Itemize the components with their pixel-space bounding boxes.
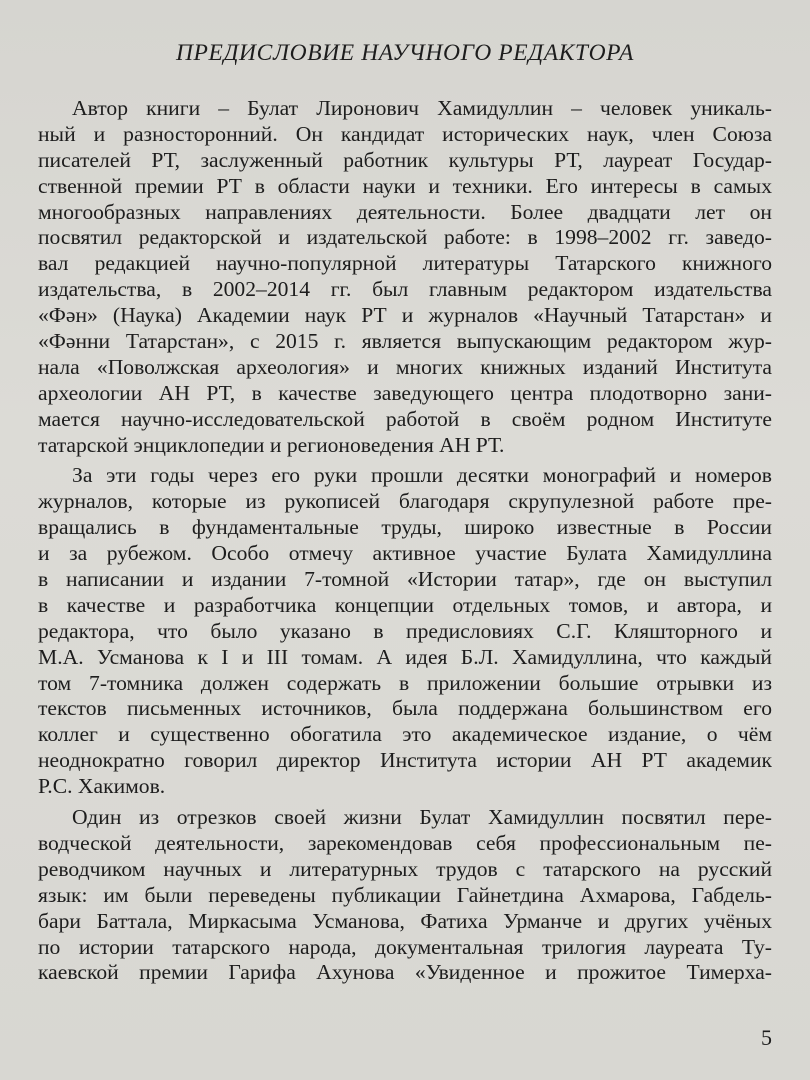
- text-line: Автор книги – Булат Лиронович Хамидуллин – человек уникаль-: [72, 96, 772, 120]
- text-line: неоднократно говорил директор Института истории АН РТ академик: [38, 748, 772, 773]
- text-line: писателей РТ, заслуженный работник культуры РТ, лауреат Государ-: [38, 147, 772, 172]
- text-line: «Фән» (Наука) Академии наук РТ и журналов «Научный Татарстан» и: [38, 303, 772, 328]
- text-line: коллег и существенно обогатила это академическое издание, о чём: [38, 722, 772, 747]
- text-line: бари Баттала, Миркасыма Усманова, Фатиха Урманче и других учёных: [38, 908, 772, 933]
- text-line: вращались в фундаментальные труды, широко известные в России: [38, 515, 772, 540]
- page-title: ПРЕДИСЛОВИЕ НАУЧНОГО РЕДАКТОРА: [175, 40, 634, 66]
- text-line: ственной премии РТ в области науки и техники. Его интересы в самых: [38, 173, 772, 198]
- text-line: том 7-томника должен содержать в приложении большие отрывки из: [38, 670, 772, 695]
- text-line: издательства, в 2002–2014 гг. был главным редактором издательства: [38, 277, 772, 302]
- body-text: [38, 96, 772, 986]
- page-number: 5: [761, 1025, 772, 1050]
- text-line: посвятил редакторской и издательской работе: в 1998–2002 гг. заведо-: [38, 225, 772, 250]
- text-line: М.А. Усманова к I и III томам. А идея Б.Л. Хамидуллина, что каждый: [38, 644, 772, 669]
- text-line: и за рубежом. Особо отмечу активное участие Булата Хамидуллина: [38, 541, 772, 566]
- text-line: редактора, что было указано в предисловиях С.Г. Кляшторного и: [38, 618, 772, 643]
- text-line: водческой деятельности, зарекомендовав себя профессиональным пе-: [38, 830, 772, 855]
- text-line: в качестве и разработчика концепции отдельных томов, и автора, и: [38, 592, 772, 617]
- text-line: каевской премии Гарифа Ахунова «Увиденное и прожитое Тимерха-: [38, 960, 772, 985]
- text-line: журналов, которые из рукописей благодаря скрупулезной работе пре-: [38, 489, 772, 514]
- text-line: реводчиком научных и литературных трудов с татарского на русский: [38, 856, 772, 881]
- text-line: нала «Поволжская археология» и многих книжных изданий Института: [38, 354, 772, 379]
- text-line: За эти годы через его руки прошли десятки монографий и номеров: [72, 463, 772, 488]
- text-line: мается научно-исследовательской работой в своём родном Институте: [38, 406, 772, 431]
- text-line: Один из отрезков своей жизни Булат Хамидуллин посвятил пере-: [72, 805, 772, 830]
- text-line: по истории татарского народа, документальная трилогия лауреата Ту-: [38, 934, 772, 959]
- text-line: многообразных направлениях деятельности. Более двадцати лет он: [38, 199, 772, 224]
- text-line: текстов письменных источников, была поддержана большинством его: [38, 696, 772, 721]
- text-line: язык: им были переведены публикации Гайнетдина Ахмарова, Габдель-: [38, 882, 772, 907]
- text-line: татарской энциклопедии и регионоведения АН РТ.: [38, 432, 505, 457]
- text-line: ный и разносторонний. Он кандидат исторических наук, член Союза: [38, 121, 772, 146]
- text-line: в написании и издании 7-томной «Истории татар», где он выступил: [38, 567, 772, 592]
- text-line: Р.С. Хакимов.: [38, 774, 166, 799]
- text-line: археологии АН РТ, в качестве заведующего центра плодотворно зани-: [38, 380, 772, 405]
- text-line: вал редакцией научно-популярной литературы Татарского книжного: [38, 251, 772, 276]
- text-line: «Фәнни Татарстан», с 2015 г. является выпускающим редактором жур-: [38, 329, 772, 354]
- bleed-through-text: [60, 0, 740, 42]
